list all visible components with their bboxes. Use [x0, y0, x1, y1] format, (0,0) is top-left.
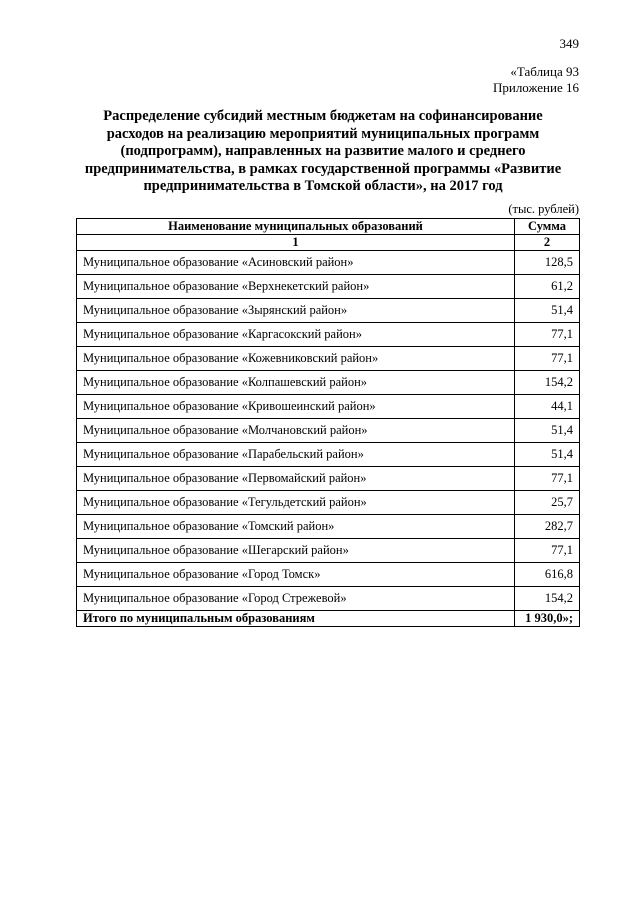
table-row	[77, 467, 580, 491]
table-row	[77, 323, 580, 347]
subsidy-amount: 51,4	[515, 299, 580, 323]
page-number: 349	[559, 36, 579, 51]
subsidy-amount: 44,1	[515, 395, 580, 419]
municipality-name: Муниципальное образование «Парабельский район»	[77, 443, 515, 467]
table-row	[77, 539, 580, 563]
table-row	[77, 515, 580, 539]
subsidy-table	[76, 218, 580, 627]
table-row	[77, 563, 580, 587]
table-row	[77, 443, 580, 467]
table-reference: «Таблица 93	[510, 64, 579, 79]
table-row	[77, 419, 580, 443]
column-number-sum: 2	[515, 235, 580, 251]
units-label: (тыс. рублей)	[508, 202, 579, 216]
table-row	[77, 299, 580, 323]
municipality-name: Муниципальное образование «Каргасокский район»	[77, 323, 515, 347]
total-name: Итого по муниципальным образованиям	[77, 611, 515, 627]
subsidy-amount: 77,1	[515, 323, 580, 347]
municipality-name: Муниципальное образование «Город Стрежевой»	[77, 587, 515, 611]
subsidy-amount: 154,2	[515, 371, 580, 395]
total-row	[77, 611, 580, 627]
subsidy-amount: 154,2	[515, 587, 580, 611]
municipality-name: Муниципальное образование «Кожевниковский район»	[77, 347, 515, 371]
total-sum: 1 930,0»;	[515, 611, 580, 627]
subsidy-amount: 128,5	[515, 251, 580, 275]
municipality-name: Муниципальное образование «Тегульдетский район»	[77, 491, 515, 515]
municipality-name: Муниципальное образование «Колпашевский район»	[77, 371, 515, 395]
municipality-name: Муниципальное образование «Город Томск»	[77, 563, 515, 587]
table-row	[77, 251, 580, 275]
subsidy-amount: 616,8	[515, 563, 580, 587]
table-row	[77, 395, 580, 419]
subsidy-amount: 77,1	[515, 347, 580, 371]
header-name: Наименование муниципальных образований	[77, 219, 515, 235]
subsidy-amount: 25,7	[515, 491, 580, 515]
municipality-name: Муниципальное образование «Молчановский район»	[77, 419, 515, 443]
municipality-name: Муниципальное образование «Асиновский район»	[77, 251, 515, 275]
municipality-name: Муниципальное образование «Зырянский район»	[77, 299, 515, 323]
table-row	[77, 491, 580, 515]
table-row	[77, 371, 580, 395]
subsidy-amount: 77,1	[515, 467, 580, 491]
table-row	[77, 347, 580, 371]
subsidy-amount: 51,4	[515, 419, 580, 443]
municipality-name: Муниципальное образование «Верхнекетский район»	[77, 275, 515, 299]
document-title: Распределение субсидий местным бюджетам на софинансирование расходов на реализацию мероприятий муниципальных программ (подпрограмм), направленных на развитие малого и среднего предпринимательства, в рамках государственной программы «Развитие предпринимательства в Томской области», на 2017 год	[84, 108, 562, 194]
municipality-name: Муниципальное образование «Кривошеинский район»	[77, 395, 515, 419]
municipality-name: Муниципальное образование «Томский район»	[77, 515, 515, 539]
table-row	[77, 587, 580, 611]
table-row	[77, 275, 580, 299]
header-sum: Сумма	[515, 219, 580, 235]
appendix-reference: Приложение 16	[492, 80, 579, 95]
municipality-name: Муниципальное образование «Шегарский район»	[77, 539, 515, 563]
subsidy-amount: 61,2	[515, 275, 580, 299]
column-number-name: 1	[77, 235, 515, 251]
subsidy-amount: 51,4	[515, 443, 580, 467]
table-header-row	[77, 219, 580, 235]
subsidy-amount: 77,1	[515, 539, 580, 563]
municipality-name: Муниципальное образование «Первомайский район»	[77, 467, 515, 491]
subsidy-amount: 282,7	[515, 515, 580, 539]
column-number-row	[77, 235, 580, 251]
